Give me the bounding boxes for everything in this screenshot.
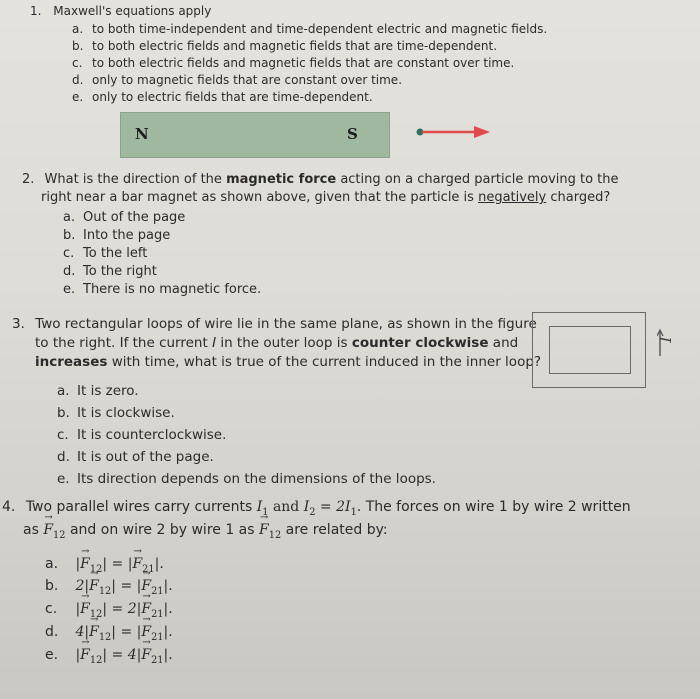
q1-option-letter: a. — [72, 22, 84, 36]
q4-option-letter: b. — [45, 578, 59, 594]
q3-line2-bold: counter clockwise — [351, 335, 489, 351]
q4-f12-math: → $F_{12}$ — [43, 522, 65, 538]
q2-option-text: To the right — [83, 264, 157, 279]
q4-number: 4. — [2, 499, 16, 515]
q4-line1-pre: Two parallel wires carry currents — [25, 499, 257, 515]
q2-option-letter: c. — [63, 246, 75, 261]
current-label: I — [655, 336, 675, 343]
q1-option-text: to both electric fields and magnetic fields that are constant over time. — [92, 56, 515, 70]
q1-option-b — [72, 39, 497, 53]
q3-option-a — [57, 383, 139, 399]
q4-option-c — [45, 601, 173, 620]
q3-option-letter: e. — [57, 471, 70, 487]
q4-currents-math: $I_1$ and $I_2 = 2I_1$ — [256, 499, 357, 518]
q2-option-d — [63, 264, 157, 279]
q3-line3-post: with time, what is true of the current induced in the inner loop? — [107, 354, 542, 370]
q4-option-equation: $2|\to F_{12}|$ = |→ $F_{21}|$. — [75, 578, 172, 594]
q3-option-b — [57, 405, 175, 421]
q1-option-letter: e. — [72, 90, 84, 104]
q4-option-e — [45, 647, 173, 666]
q1-option-letter: b. — [72, 39, 84, 53]
q3-option-text: It is out of the page. — [77, 449, 214, 465]
q2-stem-post: acting on a charged particle moving to the — [336, 172, 619, 187]
q3-stem-line2 — [35, 335, 518, 351]
q3-option-text: Its direction depends on the dimensions of the loops. — [77, 471, 436, 487]
q4-option-equation: $4|\to F_{12}|$ = |→ $F_{21}|$. — [75, 624, 172, 640]
q2-option-e — [63, 282, 261, 297]
q2-option-letter: d. — [63, 264, 76, 279]
q2-number: 2. — [22, 172, 35, 187]
q1-option-d — [72, 73, 402, 87]
q4-option-letter: d. — [45, 624, 59, 640]
q3-option-c — [57, 427, 226, 443]
q3-line2-mid: in the outer loop is — [216, 335, 352, 351]
q4-option-b — [45, 578, 173, 597]
q4-option-equation: |→ $F_{12}| = 2|\to F_{21}|$. — [75, 601, 172, 617]
q4-line2-mid: and on wire 2 by wire 1 as — [65, 522, 260, 538]
q2-option-b — [63, 228, 170, 243]
q1-option-text: to both electric fields and magnetic fields that are time-dependent. — [92, 39, 498, 53]
q2-option-text: Out of the page — [83, 210, 186, 225]
q1-option-letter: c. — [72, 56, 83, 70]
q4-option-equation: |→ $F_{12}| = 4|\to F_{21}|$. — [75, 647, 172, 663]
q4-stem-line2 — [23, 522, 388, 541]
q3-line2-post: and — [488, 335, 519, 351]
q4-option-letter: c. — [45, 601, 58, 617]
q3-option-text: It is zero. — [77, 383, 139, 399]
q2-option-text: There is no magnetic force. — [83, 282, 262, 297]
q2-stem-pre: What is the direction of the — [44, 172, 227, 187]
q4-line2-pre: as — [23, 522, 44, 538]
q3-line2-pre: to the right. If the current — [35, 335, 213, 351]
q3-number: 3. — [12, 316, 25, 332]
q4-f12-math: → $F_{12}$ — [259, 522, 281, 538]
q3-line3-bold: increases — [35, 354, 108, 370]
q2-option-letter: a. — [63, 210, 76, 225]
q2-option-letter: b. — [63, 228, 76, 243]
inner-loop — [549, 326, 631, 374]
q1-stem-text: Maxwell's equations apply — [53, 4, 212, 18]
q3-option-letter: c. — [57, 427, 69, 443]
q1-option-e — [72, 90, 373, 104]
q2-option-letter: e. — [63, 282, 76, 297]
q3-stem-line3 — [35, 354, 541, 370]
q3-option-d — [57, 449, 214, 465]
q2-stem-bold: magnetic force — [226, 172, 337, 187]
q3-option-text: It is clockwise. — [77, 405, 175, 421]
q4-option-letter: a. — [45, 556, 59, 572]
q2-stem-underlined: negatively — [478, 190, 547, 205]
q2-stem-line2-post: charged? — [546, 190, 611, 205]
q4-option-equation: |→ $F_{12}|$ = |→ $F_{21}|$. — [75, 556, 163, 572]
q3-stem — [12, 316, 537, 332]
particle-velocity-arrow-icon — [414, 122, 494, 142]
q4-line1-post: . The forces on wire 1 by wire 2 written — [356, 499, 631, 515]
q2-option-c — [63, 246, 147, 261]
q3-option-text: It is counterclockwise. — [77, 427, 227, 443]
q1-option-c — [72, 56, 514, 70]
q3-line1: Two rectangular loops of wire lie in the same plane, as shown in the figure — [35, 316, 537, 332]
q1-option-letter: d. — [72, 73, 84, 87]
q4-line2-post: are related by: — [281, 522, 388, 538]
q4-option-d — [45, 624, 173, 643]
q1-number: 1. — [30, 4, 42, 18]
q2-option-a — [63, 210, 185, 225]
q2-option-text: To the left — [83, 246, 148, 261]
q3-option-letter: b. — [57, 405, 70, 421]
q2-stem — [22, 172, 619, 187]
q1-stem — [30, 4, 211, 18]
q1-option-text: only to magnetic fields that are constant over time. — [92, 73, 403, 87]
q4-stem — [2, 499, 631, 518]
magnet-north-label: N — [135, 125, 149, 143]
q3-option-letter: d. — [57, 449, 70, 465]
q2-stem-line2 — [41, 190, 610, 205]
q1-option-a — [72, 22, 547, 36]
q4-option-letter: e. — [45, 647, 59, 663]
q3-current-symbol: I — [212, 335, 217, 351]
q1-option-text: to both time-independent and time-dependent electric and magnetic fields. — [92, 22, 548, 36]
q2-option-text: Into the page — [83, 228, 171, 243]
bar-magnet — [120, 112, 390, 158]
q2-stem-line2-pre: right near a bar magnet as shown above, given that the particle is — [41, 190, 479, 205]
q3-option-e — [57, 471, 436, 487]
q3-option-letter: a. — [57, 383, 70, 399]
q1-option-text: only to electric fields that are time-dependent. — [92, 90, 373, 104]
current-arrow-icon — [657, 328, 671, 358]
magnet-south-label: S — [347, 125, 358, 143]
